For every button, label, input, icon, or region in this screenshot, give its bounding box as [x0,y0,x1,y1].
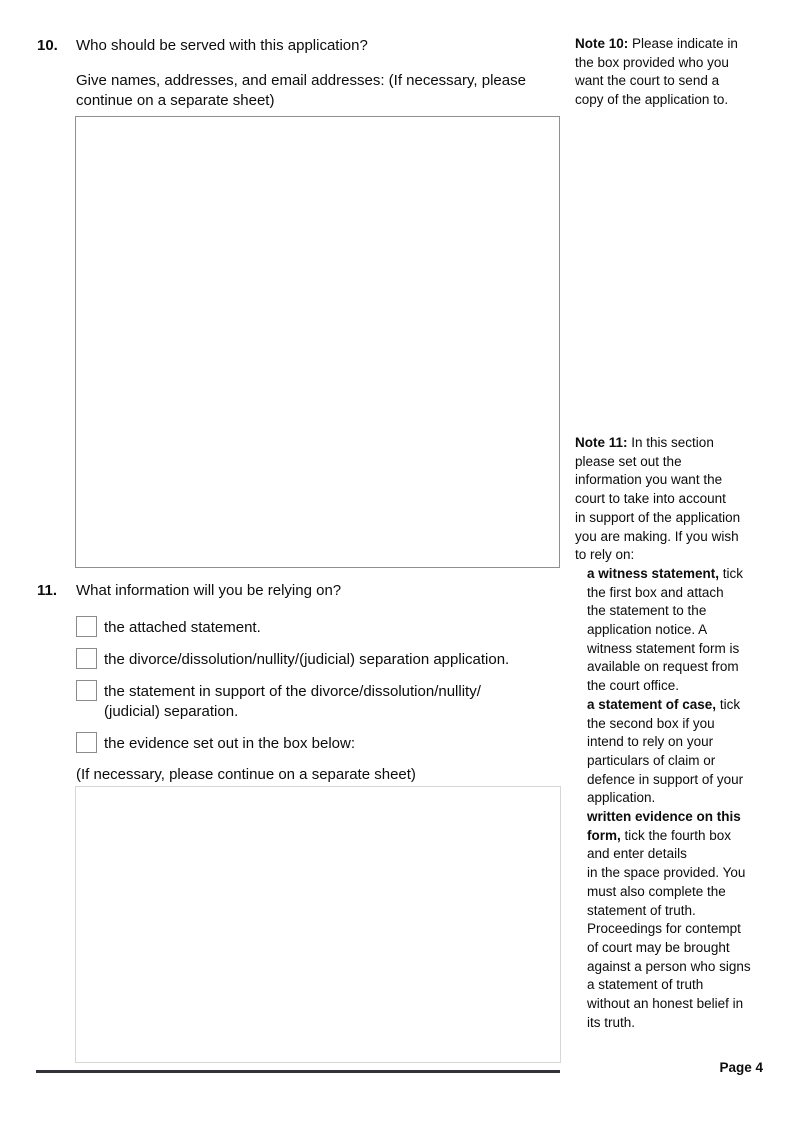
question-11-title: What information will you be relying on? [76,582,342,599]
question-11-number: 11. [37,582,58,599]
question-10-instruction: Give names, addresses, and email addresses: (If necessary, please continue on a separate sheet) [76,72,526,109]
option-label-attached-statement: the attached statement. [104,619,261,636]
option-label-statement-in-support: the statement in support of the divorce/dissolution/nullity/ (judicial) separation. [104,683,481,720]
question-10-title: Who should be served with this application? [76,37,368,54]
note-11: Note 11: In this section please set out the information you want the court to take into account in support of the application you are making. If you wish to rely on: a witness statement, tick the first box and attach the statement to the application notice. A witness statement form is available on request from the court office. a statement of case, tick the second box if you intend to rely on your particulars of claim or defence in support of your application. written evidence on this form, tick the fourth box and enter details in the space provided. You must also complete the statement of truth. Proceedings for contempt of court may be brought against a person who signs a statement of truth without an honest belief in its truth. [575,435,751,1030]
evidence-box[interactable] [75,786,561,1063]
checkbox-evidence-below[interactable] [76,732,97,753]
page-number: Page 4 [719,1060,763,1075]
service-details-box[interactable] [75,116,560,568]
checkbox-divorce-application[interactable] [76,648,97,669]
option-row-statement-in-support [76,680,481,722]
note-10: Note 10: Please indicate in the box provided who you want the court to send a copy of the application to. [575,36,738,108]
checkbox-attached-statement[interactable] [76,616,97,637]
option-row-evidence-below [76,732,355,754]
option-label-divorce-application: the divorce/dissolution/nullity/(judicial) separation application. [104,651,510,668]
question-10-number: 10. [37,37,58,54]
checkbox-statement-in-support[interactable] [76,680,97,701]
option-row-attached-statement [76,616,261,638]
continue-on-separate-sheet-note: (If necessary, please continue on a separate sheet) [76,766,416,783]
footer-rule [36,1070,560,1073]
option-label-evidence-below: the evidence set out in the box below: [104,735,356,752]
option-row-divorce-application [76,648,509,670]
